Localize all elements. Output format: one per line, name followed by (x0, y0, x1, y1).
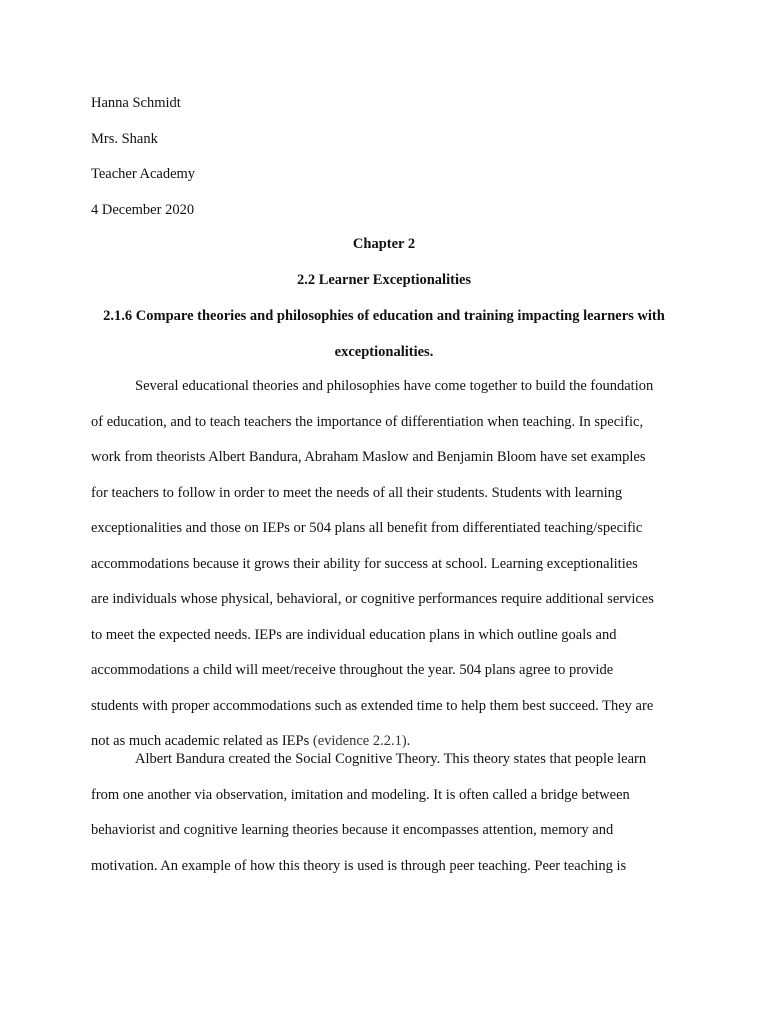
paragraph-line: accommodations a child will meet/receive throughout the year. 504 plans agree to provide (91, 662, 614, 678)
paragraph-line: from one another via observation, imitation and modeling. It is often called a bridge between (91, 786, 630, 803)
paragraph-line: behaviorist and cognitive learning theories because it encompasses attention, memory and (91, 822, 614, 838)
paragraph-line: work from theorists Albert Bandura, Abraham Maslow and Benjamin Bloom have set examples (91, 449, 646, 465)
section-title: 2.2 Learner Exceptionalities (296, 272, 472, 288)
course-name: Teacher Academy (91, 166, 196, 182)
paragraph-line: accommodations because it grows their ability for success at school. Learning exceptionalities (91, 555, 638, 572)
author-name: Hanna Schmidt (91, 95, 181, 111)
paragraph-line: motivation. An example of how this theory is used is through peer teaching. Peer teaching is (91, 857, 627, 874)
teacher-name: Mrs. Shank (91, 131, 158, 147)
paragraph-line: Albert Bandura created the Social Cognitive Theory. This theory states that people learn (135, 751, 647, 767)
paragraph-intro (91, 369, 677, 760)
paragraph-line: are individuals whose physical, behavioral, or cognitive performances require additional services (91, 591, 654, 607)
paragraph-line: for teachers to follow in order to meet the needs of all their students. Students with learning (91, 484, 623, 501)
heading-line: 2.1.6 Compare theories and philosophies of education and training impacting learners with (103, 308, 665, 324)
standard-heading (91, 298, 677, 370)
paragraph-line: to meet the expected needs. IEPs are individual education plans in which outline goals and (91, 626, 617, 643)
paragraph-line-text: not as much academic related as IEPs (91, 733, 313, 749)
document-date: 4 December 2020 (91, 202, 195, 218)
paragraph-line: of education, and to teach teachers the importance of differentiation when teaching. In specific, (91, 413, 644, 430)
evidence-reference: (evidence 2.2.1) (312, 733, 407, 749)
paragraph-bandura (91, 742, 677, 884)
chapter-title: Chapter 2 (352, 236, 416, 252)
paragraph-line: Several educational theories and philosophies have come together to build the foundation (135, 378, 654, 394)
paragraph-line-end: . (406, 733, 411, 749)
paragraph-line: students with proper accommodations such as extended time to help them best succeed. They are (91, 697, 654, 714)
heading-line: exceptionalities. (334, 344, 434, 360)
paragraph-line: exceptionalities and those on IEPs or 504 plans all benefit from differentiated teaching/specific (91, 520, 643, 536)
